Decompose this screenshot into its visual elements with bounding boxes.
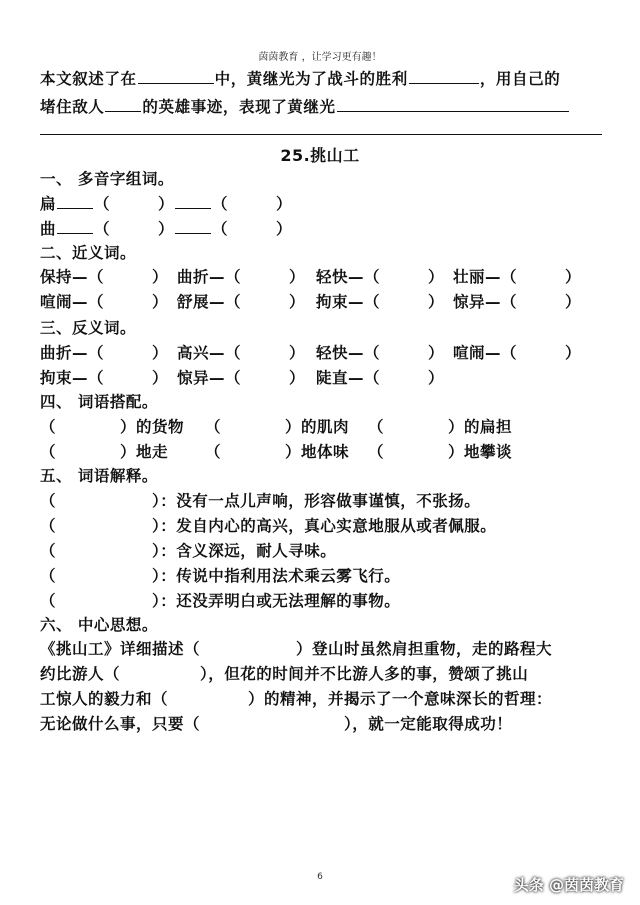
- answer-line[interactable]: [40, 134, 602, 135]
- blank[interactable]: [138, 68, 214, 84]
- antonym-item[interactable]: 陡直—（ ）: [316, 369, 445, 387]
- intro-line-2: [40, 96, 602, 117]
- blank[interactable]: [57, 193, 93, 209]
- antonym-item[interactable]: 曲折—（ ）: [40, 344, 169, 362]
- blank[interactable]: [409, 68, 479, 84]
- definition-item[interactable]: （ ）：传说中指利用法术乘云雾飞行。: [40, 567, 401, 585]
- intro-text-1a: 本文叙述了在: [40, 70, 137, 88]
- paren-blank[interactable]: （ ）: [94, 195, 175, 213]
- watermark: 头条 @茵茵教育: [513, 876, 624, 894]
- polyphone-row-1: [40, 192, 292, 214]
- collocation-item[interactable]: （ ）地体味: [205, 443, 350, 461]
- polyphone-char: 扁: [40, 195, 57, 213]
- collocation-item[interactable]: （ ）地攀谈: [368, 443, 513, 461]
- antonym-item[interactable]: 高兴—（ ）: [177, 344, 306, 362]
- synonym-item[interactable]: 惊异—（ ）: [453, 293, 582, 311]
- section-6-title: 六、 中心思想。: [40, 616, 158, 634]
- intro-text-1b: 中，黄继光为了战斗的胜利: [214, 70, 408, 88]
- section-5-title: 五、 词语解释。: [40, 467, 158, 485]
- page-number: 6: [317, 872, 323, 882]
- polyphone-char: 曲: [40, 220, 57, 238]
- section-1-title: 一、 多音字组词。: [40, 170, 174, 188]
- intro-text-1c: ，用自己的: [479, 70, 561, 88]
- summary-line[interactable]: 工惊人的毅力和（ ）的精神，并揭示了一个意味深长的哲理：: [40, 690, 553, 708]
- synonym-item[interactable]: 曲折—（ ）: [177, 268, 306, 286]
- definition-item[interactable]: （ ）：还没弄明白或无法理解的事物。: [40, 592, 401, 610]
- definition-item[interactable]: （ ）：含义深远，耐人寻味。: [40, 542, 337, 560]
- blank[interactable]: [175, 218, 211, 234]
- collocation-item[interactable]: （ ）的货物: [40, 418, 185, 436]
- synonym-item[interactable]: 轻快—（ ）: [316, 268, 445, 286]
- section-4-title: 四、 词语搭配。: [40, 393, 158, 411]
- section-3-title: 三、反义词。: [40, 319, 137, 337]
- summary-line[interactable]: 无论做什么事，只要（ ），就一定能取得成功！: [40, 715, 513, 733]
- blank[interactable]: [57, 218, 93, 234]
- definition-item[interactable]: （ ）：没有一点儿声响，形容做事谨慎，不张扬。: [40, 492, 481, 510]
- summary-line[interactable]: 《挑山工》详细描述（ ）登山时虽然肩担重物，走的路程大: [40, 640, 553, 658]
- antonym-item[interactable]: 喧闹—（ ）: [453, 344, 582, 362]
- antonym-item[interactable]: 轻快—（ ）: [316, 344, 445, 362]
- antonym-item[interactable]: 惊异—（ ）: [177, 369, 306, 387]
- paren-blank[interactable]: （ ）: [212, 195, 293, 213]
- paren-blank[interactable]: （ ）: [212, 220, 293, 238]
- blank[interactable]: [337, 96, 569, 112]
- page-header: 茵茵教育 ，让学习更有趣！: [258, 52, 382, 63]
- synonym-item[interactable]: 喧闹—（ ）: [40, 293, 169, 311]
- synonym-item[interactable]: 壮丽—（ ）: [453, 268, 582, 286]
- intro-text-2b: 的英雄事迹，表现了黄继光: [142, 98, 336, 116]
- synonym-item[interactable]: 拘束—（ ）: [316, 293, 445, 311]
- synonym-item[interactable]: 保持—（ ）: [40, 268, 169, 286]
- collocation-item[interactable]: （ ）地走: [40, 443, 169, 461]
- definition-item[interactable]: （ ）：发自内心的高兴，真心实意地服从或者佩服。: [40, 517, 497, 535]
- intro-text-2a: 堵住敌人: [40, 98, 105, 116]
- intro-line-1: [40, 68, 602, 89]
- paren-blank[interactable]: （ ）: [94, 220, 175, 238]
- summary-line[interactable]: 约比游人（ ），但花的时间并不比游人多的事，赞颂了挑山: [40, 665, 529, 683]
- blank[interactable]: [175, 193, 211, 209]
- synonym-item[interactable]: 舒展—（ ）: [177, 293, 306, 311]
- section-2-title: 二、近义词。: [40, 244, 137, 262]
- lesson-title: 25.挑山工: [280, 146, 360, 165]
- collocation-item[interactable]: （ ）的肌肉: [205, 418, 350, 436]
- antonym-item[interactable]: 拘束—（ ）: [40, 369, 169, 387]
- blank[interactable]: [105, 96, 141, 112]
- collocation-item[interactable]: （ ）的扁担: [368, 418, 513, 436]
- polyphone-row-2: [40, 217, 292, 239]
